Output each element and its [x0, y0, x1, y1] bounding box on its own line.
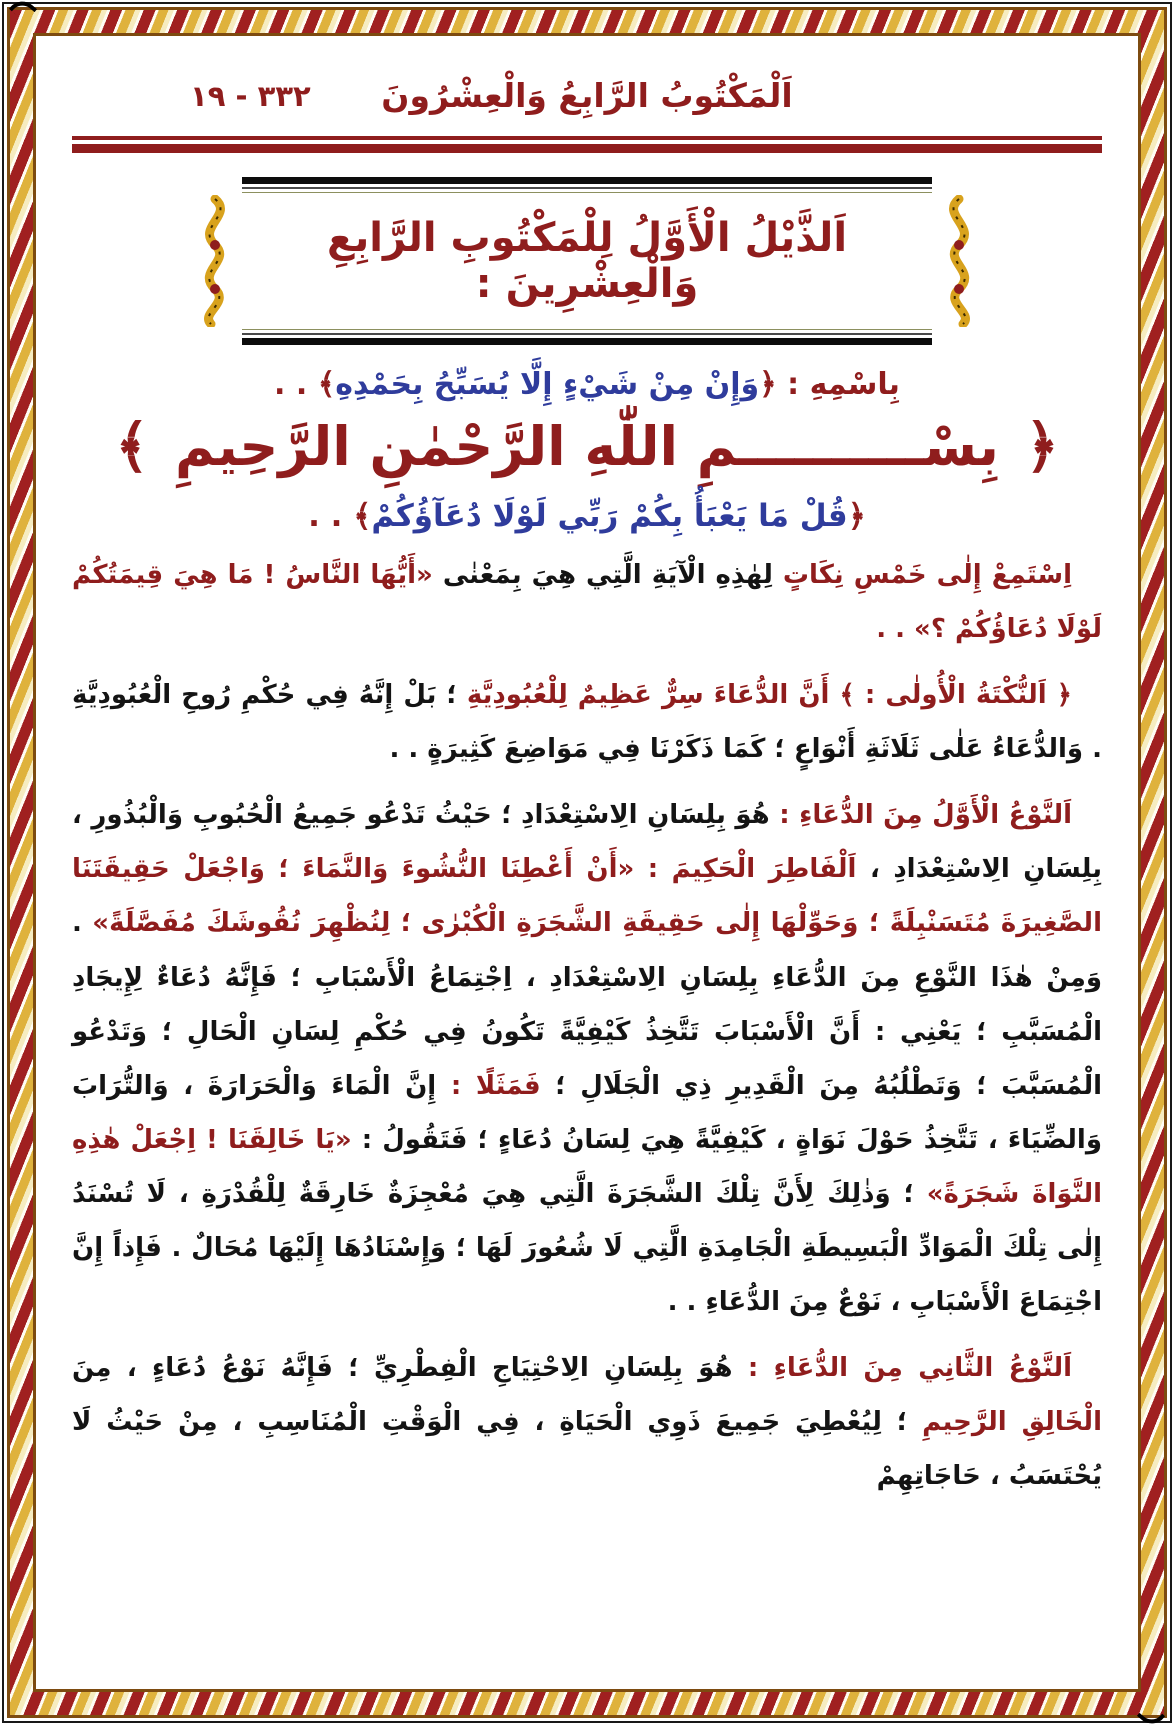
- text-segment: ﴾: [353, 498, 372, 534]
- header-rule-thin: [72, 136, 1102, 140]
- body-text: [72, 548, 1102, 1503]
- text-segment: ﴿ اَلنُّكْتَةُ الْأُولٰى : ﴾: [829, 680, 1072, 711]
- text-segment: «أَيُّهَا النَّاسُ ! مَا هِيَ قِيمَتُكُمْ لَوْلَا دُعَاؤُكُمْ ؟» . .: [72, 560, 1102, 645]
- text-segment: ؛ وَذٰلِكَ لِأَنَّ تِلْكَ الشَّجَرَةَ الَّتِي هِيَ مُعْجِزَةٌ خَارِقَةٌ لِلْقُدْرَةِ ، لَا تُسْنَدُ إِلٰى تِلْكَ الْمَوَادِّ الْبَسِيطَةِ الْجَامِدَةِ الَّتِي لَا شُعُورَ لَهَا ؛ وَإِسْنَادُهَا إِلَيْهَا مُحَالٌ . فَإِذاً إِنَّ اجْتِمَاعَ الْأَسْبَابِ ، نَوْعٌ مِنَ الدُّعَاءِ . .: [72, 1178, 1102, 1318]
- paragraph: [72, 668, 1102, 776]
- text-segment: هُوَ بِلِسَانِ الِاحْتِيَاجِ الْفِطْرِيِّ ؛ فَإِنَّهُ نَوْعُ دُعَاءٍ ، مِنَ: [72, 1353, 733, 1384]
- ornate-bracket-icon: ﴿: [1024, 412, 1059, 480]
- text-segment: . وَمِنْ هٰذَا النَّوْعِ مِنَ الدُّعَاءِ بِلِسَانِ الِاسْتِعْدَادِ ، اِجْتِمَاعُ الْأَسْبَابِ ؛ فَإِنَّهُ دُعَاءٌ لِإِيجَادِ الْمُسَبَّبِ ؛ يَعْنِي : أَنَّ الْأَسْبَابَ تَتَّخِذُ كَيْفِيَّةً تَكُونُ فِي حُكْمِ لِسَانِ الْحَالِ ؛ وَتَدْعُو الْمُسَبَّبَ ؛ وَتَطْلُبُهُ مِنَ الْقَدِيرِ ذِي الْجَلَالِ ؛: [72, 908, 1102, 1101]
- gold-flourish-icon: [188, 195, 242, 327]
- appendix-title-box-mid: [242, 187, 932, 335]
- page-content: [33, 33, 1141, 1692]
- text-segment: اَلنَّوْعُ الْأَوَّلُ مِنَ الدُّعَاءِ :: [769, 800, 1072, 831]
- paragraph: [72, 1341, 1102, 1503]
- text-segment: ؛ لِيُعْطِيَ جَمِيعَ ذَوِي الْحَيَاةِ ، فِي الْوَقْتِ الْمُنَاسِبِ ، مِنْ حَيْثُ لَا يُحْتَسَبُ ، حَاجَاتِهِمْ: [72, 1407, 1102, 1492]
- text-segment: اِسْتَمِعْ إِلٰى خَمْسِ نِكَاتٍ: [772, 560, 1072, 590]
- text-segment: ﴾: [317, 367, 336, 402]
- paragraph: [72, 788, 1102, 1329]
- appendix-title: اَلذَّيْلُ الْأَوَّلُ لِلْمَكْتُوبِ الرَّابِعِ وَالْعِشْرِينَ :: [326, 215, 848, 307]
- basmala-row: [72, 412, 1102, 480]
- text-segment: الْخَالِقِ الرَّحِيمِ: [907, 1407, 1102, 1438]
- text-segment: فَمَثَلًا :: [436, 1070, 541, 1101]
- appendix-title-box: [242, 177, 932, 345]
- chapter-title: اَلْمَكْتُوبُ الرَّابِعُ وَالْعِشْرُونَ: [381, 76, 793, 115]
- header-rule-thick: [72, 144, 1102, 153]
- text-segment: اَلنَّوْعُ الثَّانِي مِنَ الدُّعَاءِ :: [732, 1353, 1072, 1384]
- ornate-bracket-icon: ﴾: [115, 412, 150, 480]
- text-segment: . .: [308, 498, 354, 534]
- quran-verse-line: [72, 498, 1102, 534]
- text-segment: هُوَ بِلِسَانِ الِاسْتِعْدَادِ ؛ حَيْثُ تَدْعُو جَمِيعُ الْحُبُوبِ وَالْبُذُورِ ، بِلِسَانِ الِاسْتِعْدَادِ ،: [72, 800, 1102, 885]
- text-segment: لِهٰذِهِ الْآيَةِ الَّتِي هِيَ بِمَعْنٰى: [432, 560, 773, 590]
- text-segment: «يَا خَالِقَنَا ! اِجْعَلْ هٰذِهِ النَّوَاةَ شَجَرَةً»: [72, 1124, 1103, 1209]
- text-segment: ﴿: [847, 498, 866, 534]
- text-segment: وَإِنْ مِنْ شَيْءٍ إِلَّا يُسَبِّحُ بِحَمْدِهِ: [335, 367, 760, 402]
- text-segment: بِاسْمِهِ :: [776, 367, 900, 402]
- text-segment: . .: [274, 367, 318, 402]
- appendix-title-box-inner: [242, 192, 932, 330]
- invocation-line: [72, 367, 1102, 402]
- text-segment: إِنَّ الْمَاءَ وَالْحَرَارَةَ ، وَالتُّرَابَ وَالضِّيَاءَ ، تَتَّخِذُ حَوْلَ نَوَاةٍ ، كَيْفِيَّةً هِيَ لِسَانُ دُعَاءٍ ؛ فَتَقُولُ :: [72, 1070, 1102, 1155]
- text-segment: أَنَّ الدُّعَاءَ سِرٌّ عَظِيمٌ لِلْعُبُودِيَّةِ: [466, 680, 830, 711]
- page-header: [72, 64, 1102, 128]
- appendix-title-frame: [72, 177, 1102, 345]
- text-segment: اَلْفَاطِرَ الْحَكِيمَ : «أَنْ أَعْطِنَا النُّشُوءَ وَالنَّمَاءَ ؛ وَاجْعَلْ حَقِيقَتَنَا الصَّغِيرَةَ مُتَسَنْبِلَةً ؛ وَحَوِّلْهَا إِلٰى حَقِيقَةِ الشَّجَرَةِ الْكُبْرٰى ؛ لِنُظْهِرَ نُقُوشَكَ مُفَصَّلَةً»: [72, 854, 1102, 939]
- text-segment: ﴿: [759, 367, 777, 402]
- gold-flourish-icon: [932, 195, 986, 327]
- paragraph: [72, 548, 1102, 656]
- text-segment: قُلْ مَا يَعْبَأُ بِكُمْ رَبِّي لَوْلَا دُعَآؤُكُمْ: [371, 498, 848, 534]
- text-segment: ؛ بَلْ إِنَّهُ فِي حُكْمِ رُوحِ الْعُبُودِيَّةِ . وَالدُّعَاءُ عَلٰى ثَلَاثَةِ أَنْوَاعٍ ؛ كَمَا ذَكَرْنَا فِي مَوَاضِعَ كَثِيرَةٍ . .: [72, 680, 1102, 765]
- basmala-calligraphy: بِسْــــــــــمِ اللّٰهِ الرَّحْمٰنِ الرَّحِيمِ: [175, 414, 999, 478]
- page-number: ٣٣٢ - ١٩: [190, 79, 311, 113]
